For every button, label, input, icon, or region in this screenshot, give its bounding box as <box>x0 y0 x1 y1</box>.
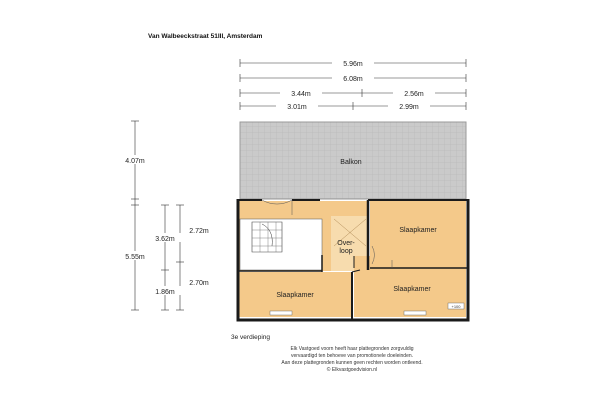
dim-left-width: 3.44m <box>291 91 311 98</box>
disclaimer-line-1: Elk Vastgoed voorn heeft haar plattegronden zorgvuldig <box>290 346 414 352</box>
dimension-lines-vertical <box>131 121 184 310</box>
floor-label: 3e verdieping <box>231 334 271 341</box>
dim-left-width-lower: 3.01m <box>287 104 307 111</box>
dim-balcony-depth: 4.07m <box>125 158 145 165</box>
bedroom-top-right-label: Slaapkamer <box>399 227 437 234</box>
dim-right-width: 2.56m <box>404 91 424 98</box>
dim-right-width-lower: 2.99m <box>399 104 419 111</box>
dim-lower-section: 1.86m <box>155 289 175 296</box>
balcony-label: Balkon <box>340 159 362 166</box>
dim-upper-right: 2.72m <box>189 228 209 235</box>
bedroom-bottom-left-label: Slaapkamer <box>276 292 314 299</box>
dim-lower-right: 2.70m <box>189 280 209 287</box>
staircase <box>240 219 322 270</box>
dim-upper-section: 3.62m <box>155 236 175 243</box>
disclaimer-line-3: Aan deze plattegronden kunnen geen rechten worden ontleend. <box>281 360 423 366</box>
dim-total-width-top: 5.96m <box>343 61 363 68</box>
plan-title: Van Walbeeckstraat 51III, Amsterdam <box>148 33 263 40</box>
landing-label-line2: loop <box>339 248 353 255</box>
disclaimer-line-4: © Elkvastgoedvision.nl <box>326 367 378 373</box>
landing-label-line1: Over- <box>337 240 355 247</box>
bedroom-bottom-right-label: Slaapkamer <box>393 286 431 293</box>
dim-interior-depth: 5.55m <box>125 254 145 261</box>
appliance-label: +100 <box>451 304 461 309</box>
dim-total-width: 6.08m <box>343 76 363 83</box>
disclaimer-line-2: vervaardigd ten behoeve van promotionele doeleinden. <box>290 353 414 359</box>
